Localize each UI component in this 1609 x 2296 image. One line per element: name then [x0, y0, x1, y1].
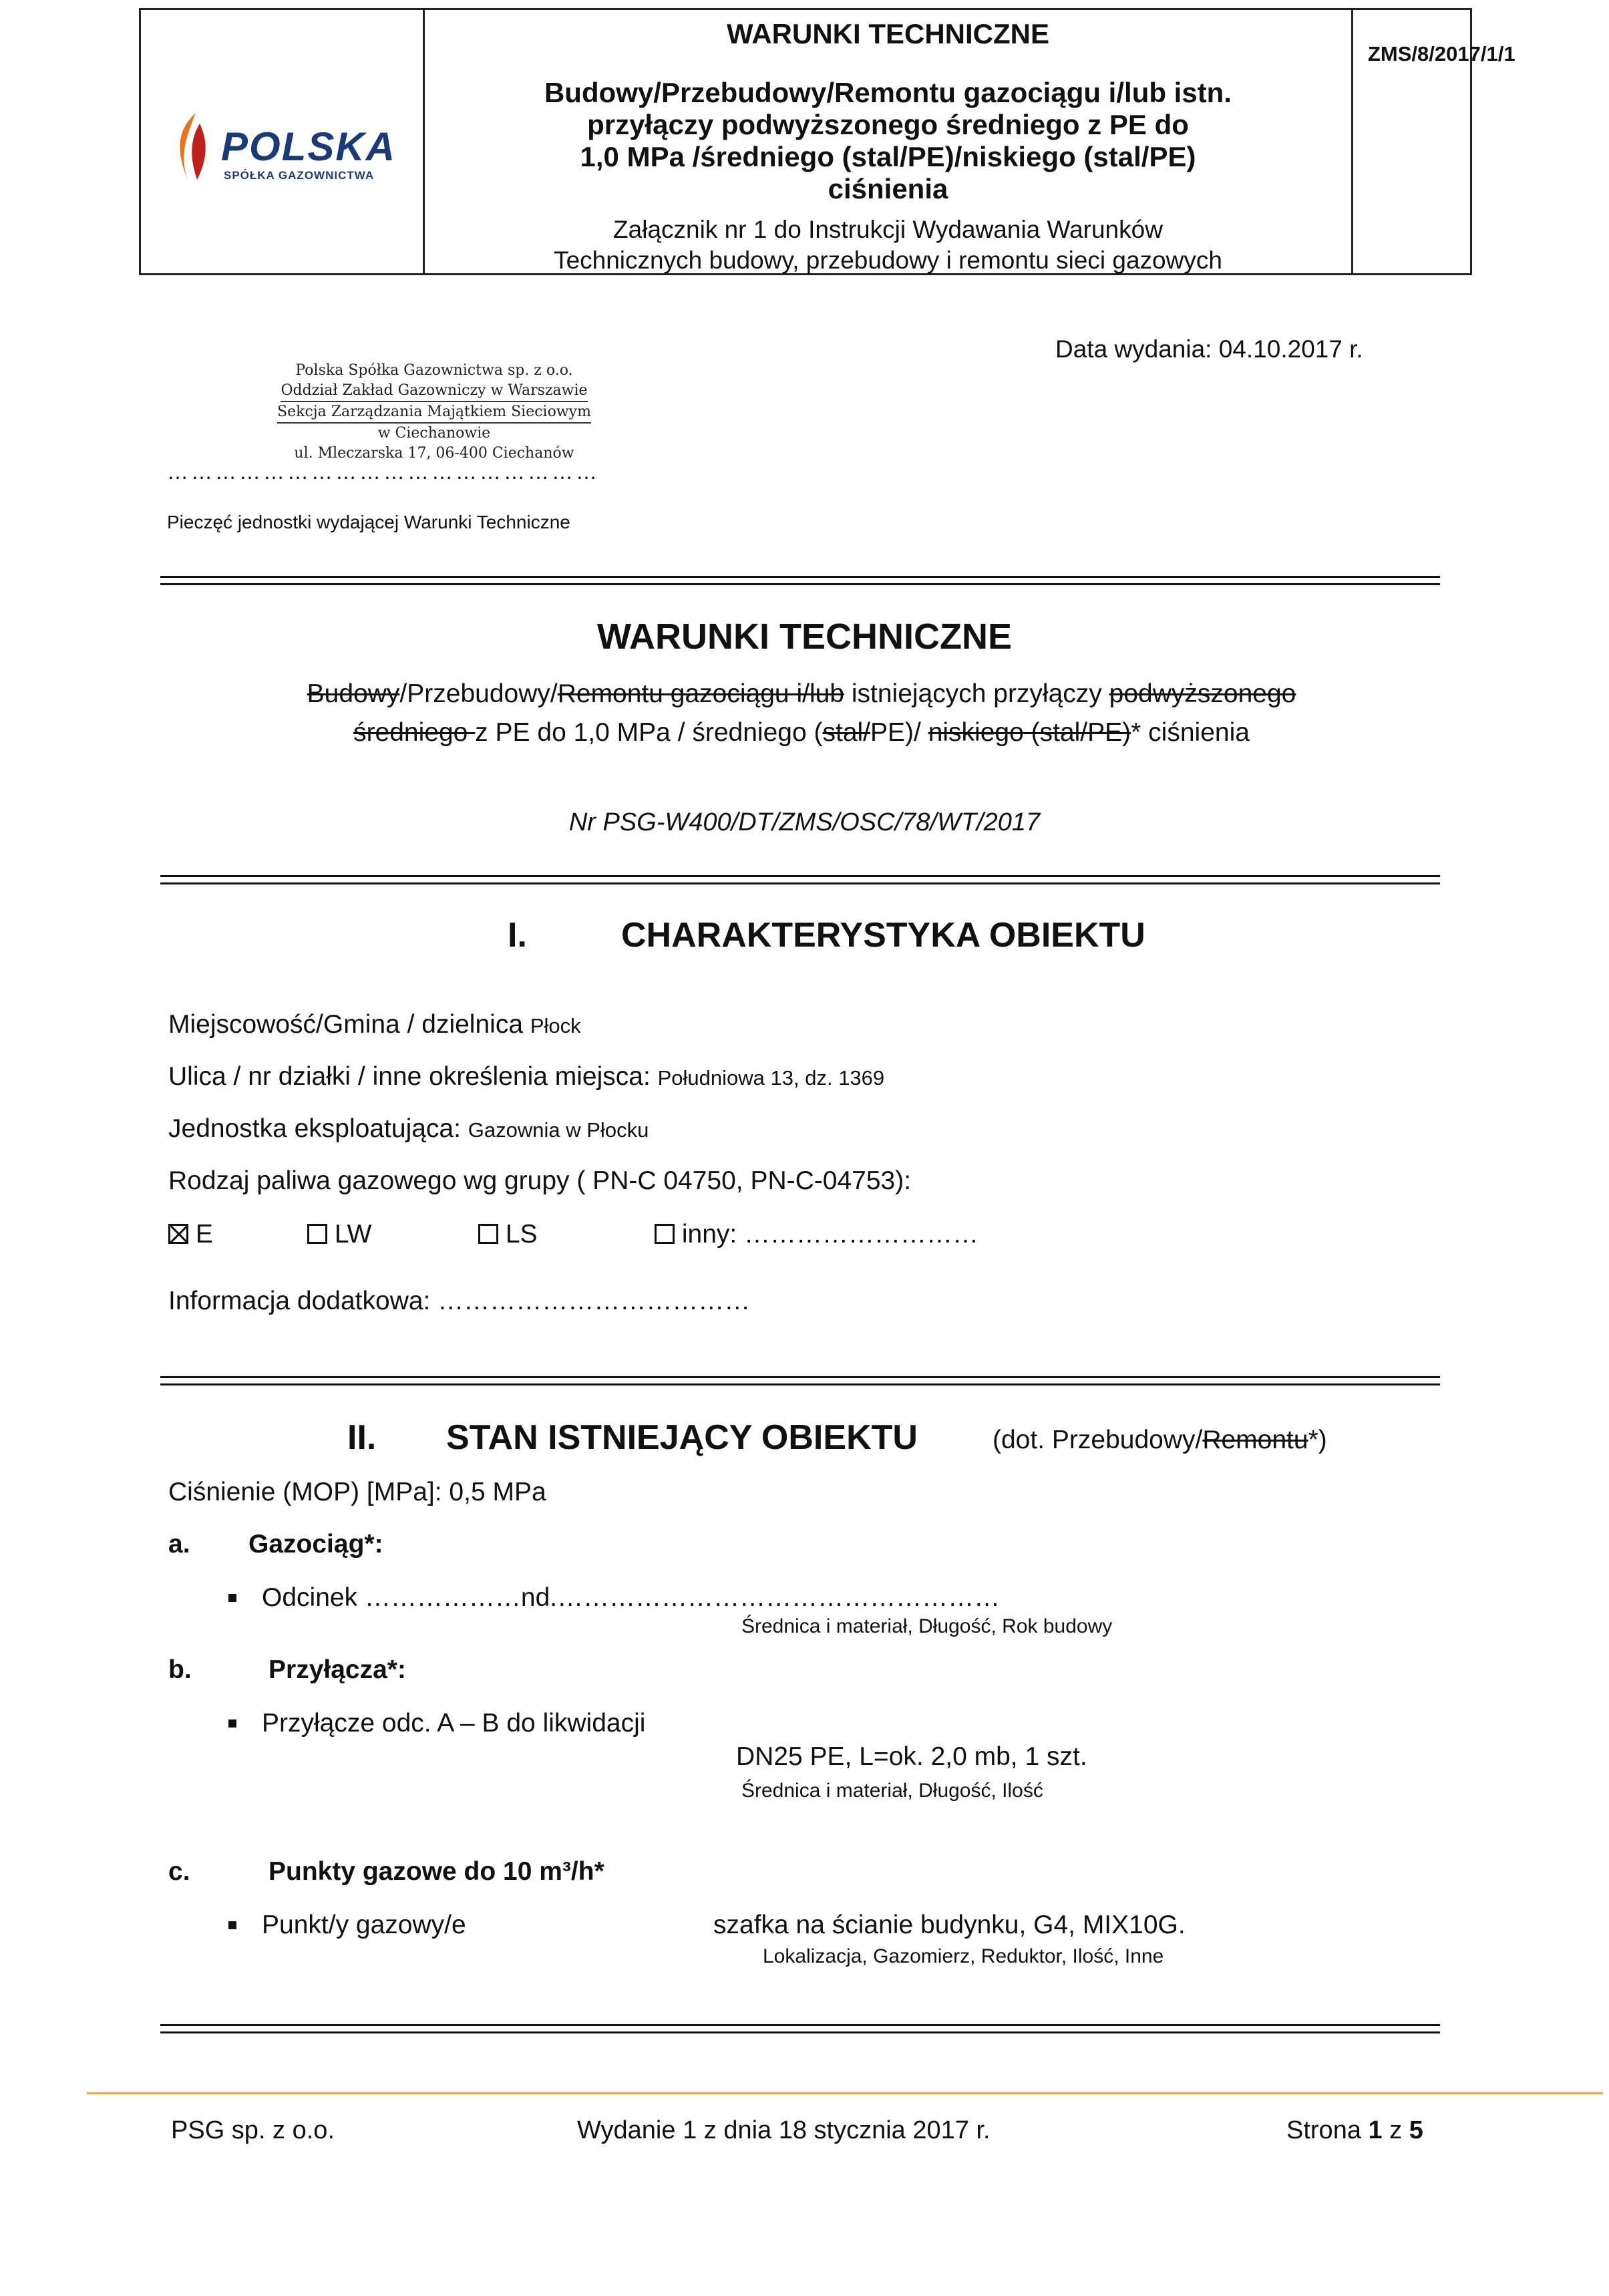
- logo-subtitle: SPÓŁKA GAZOWNICTWA: [224, 169, 375, 182]
- item-a-caption: Średnica i materiał, Długość, Rok budowy: [741, 1615, 1113, 1637]
- flame-logo-icon: [170, 110, 217, 184]
- header-table: [139, 8, 1515, 275]
- document-subtitle: [214, 675, 1389, 752]
- section-1-title: CHARAKTERYSTYKA OBIEKTU: [621, 916, 1145, 955]
- struck-text: Remontu: [1202, 1426, 1308, 1454]
- footer-company: PSG sp. z o.o.: [171, 2116, 335, 2144]
- item-a-title: Gazociąg*:: [248, 1530, 383, 1559]
- street-row: [168, 1062, 884, 1092]
- bullet-icon: [228, 1594, 236, 1602]
- divider: [160, 875, 1440, 884]
- divider: [160, 2024, 1440, 2033]
- item-a-row: [228, 1583, 1000, 1613]
- header-subtitle-line: przyłączy podwyższonego średniego z PE do: [587, 109, 1189, 140]
- header-subtitle: [438, 77, 1338, 205]
- stamp-line: w Ciechanowie: [377, 425, 491, 442]
- section-1-number: I.: [508, 916, 527, 955]
- header-title: WARUNKI TECHNICZNE: [727, 18, 1049, 49]
- issuer-stamp: [247, 361, 621, 464]
- checkbox-checked[interactable]: [168, 1224, 188, 1244]
- page-label: Strona: [1286, 2116, 1369, 2144]
- subtitle-text: * ciśnienia: [1131, 718, 1250, 747]
- field-value: Południowa 13, dz. 1369: [657, 1066, 885, 1090]
- checkbox[interactable]: [307, 1224, 327, 1244]
- subtitle-text: z PE do 1,0 MPa / średniego (: [475, 718, 823, 747]
- item-b-row: [228, 1709, 645, 1738]
- fuel-option-label: LW: [334, 1220, 372, 1249]
- stamp-line: ul. Mleczarska 17, 06-400 Ciechanów: [294, 445, 574, 462]
- pressure: Ciśnienie (MOP) [MPa]: 0,5 MPa: [168, 1478, 546, 1506]
- footer-edition: Wydanie 1 z dnia 18 stycznia 2017 r.: [577, 2116, 991, 2144]
- footer-page: [1286, 2116, 1423, 2145]
- item-b-label: b.: [168, 1655, 192, 1684]
- header-subtitle-line: 1,0 MPa /średniego (stal/PE)/niskiego (stal/PE): [580, 141, 1196, 172]
- subtitle-text: /Przebudowy/: [399, 679, 558, 708]
- document-number: Nr PSG-W400/DT/ZMS/OSC/78/WT/2017: [568, 808, 1041, 836]
- header-attachment: [431, 214, 1345, 276]
- field-value: Gazownia w Płocku: [468, 1118, 649, 1142]
- fuel-option-e[interactable]: [168, 1220, 213, 1249]
- stamp-caption: Pieczęć jednostki wydającej Warunki Techniczne: [167, 512, 570, 532]
- item-text: Punkt/y gazowy/e: [262, 1911, 466, 1939]
- struck-text: Budowy: [307, 679, 400, 708]
- additional-info: Informacja dodatkowa: ………………………………: [168, 1287, 751, 1315]
- checkbox[interactable]: [655, 1224, 675, 1244]
- fuel-type-row: [168, 1166, 911, 1196]
- struck-text: średniego: [353, 718, 476, 747]
- header-subtitle-line: Budowy/Przebudowy/Remontu gazociągu i/lub istn.: [544, 77, 1232, 108]
- fuel-option-label: inny: ………………………: [681, 1220, 979, 1249]
- item-b-title: Przyłącza*:: [269, 1655, 406, 1684]
- subtitle-text: PE)/: [870, 718, 928, 747]
- section-2-note: [993, 1426, 1327, 1455]
- struck-text: stal/: [822, 718, 871, 747]
- code-cell: [1353, 10, 1515, 273]
- item-c-title: Punkty gazowe do 10 m³/h*: [269, 1857, 604, 1886]
- item-c-value: szafka na ścianie budynku, G4, MIX10G.: [713, 1911, 1186, 1939]
- logo-cell: [141, 10, 425, 273]
- document-code: ZMS/8/2017/1/1: [1368, 42, 1515, 65]
- title-cell: [425, 10, 1353, 273]
- field-label: Miejscowość/Gmina / dzielnica: [168, 1010, 530, 1039]
- divider: [160, 576, 1440, 585]
- note-text: *): [1308, 1426, 1327, 1454]
- stamp-line: Oddział Zakład Gazowniczy w Warszawie: [281, 381, 587, 402]
- fuel-option-label: LS: [505, 1220, 538, 1249]
- field-label: Ulica / nr działki / inne określenia miejsca:: [168, 1062, 658, 1091]
- stamp-line: Polska Spółka Gazownictwa sp. z o.o.: [295, 362, 573, 379]
- fuel-option-label: E: [195, 1220, 213, 1249]
- item-text: Odcinek ………………nd.……………………………………………: [262, 1583, 1001, 1612]
- item-a-label: a.: [168, 1530, 190, 1559]
- location-row: [168, 1010, 581, 1039]
- item-b-caption: Średnica i materiał, Długość, Ilość: [741, 1780, 1043, 1802]
- bullet-icon: [228, 1719, 236, 1728]
- attachment-line: Załącznik nr 1 do Instrukcji Wydawania Warunków: [613, 216, 1163, 243]
- logo-name: POLSKA: [221, 124, 397, 169]
- item-c-row: [228, 1911, 466, 1940]
- item-text: Przyłącze odc. A – B do likwidacji: [262, 1709, 646, 1738]
- field-value: Płock: [530, 1014, 581, 1037]
- page-label: z: [1382, 2116, 1409, 2144]
- note-text: (dot. Przebudowy/: [993, 1426, 1203, 1454]
- field-label: Jednostka eksploatująca:: [168, 1114, 468, 1143]
- document-title: WARUNKI TECHNICZNE: [597, 617, 1012, 657]
- item-c-caption: Lokalizacja, Gazomierz, Reduktor, Ilość, Inne: [763, 1945, 1164, 1967]
- issue-date: Data wydania: 04.10.2017 r.: [1055, 335, 1363, 363]
- stamp-line: Sekcja Zarządzania Majątkiem Sieciowym: [277, 402, 591, 424]
- page-total: 5: [1409, 2116, 1423, 2144]
- page-number: 1: [1368, 2116, 1383, 2144]
- struck-text: podwyższonego: [1109, 679, 1296, 708]
- subtitle-text: istniejących przyłączy: [844, 679, 1109, 708]
- header-subtitle-line: ciśnienia: [828, 173, 948, 204]
- bullet-icon: [228, 1921, 236, 1929]
- divider: [160, 1376, 1440, 1385]
- fuel-option-lw[interactable]: [307, 1220, 371, 1249]
- struck-text: Remontu gazociągu i/lub: [557, 679, 844, 708]
- fuel-option-other[interactable]: [655, 1220, 978, 1249]
- item-c-label: c.: [168, 1857, 190, 1886]
- section-2-title: STAN ISTNIEJĄCY OBIEKTU: [446, 1418, 918, 1457]
- attachment-line: Technicznych budowy, przebudowy i remontu sieci gazowych: [554, 247, 1222, 274]
- operator-row: [168, 1114, 649, 1144]
- footer-rule: [87, 2092, 1603, 2094]
- struck-text: niskiego (stal/PE): [928, 718, 1131, 747]
- field-label: Rodzaj paliwa gazowego wg grupy ( PN-C 04750, PN-C-04753):: [168, 1166, 912, 1195]
- item-b-value: DN25 PE, L=ok. 2,0 mb, 1 szt.: [736, 1742, 1087, 1771]
- stamp-dots: ………………………………………………: [167, 460, 600, 484]
- fuel-option-ls[interactable]: [478, 1220, 538, 1249]
- checkbox[interactable]: [478, 1224, 498, 1244]
- section-2-number: II.: [347, 1418, 377, 1457]
